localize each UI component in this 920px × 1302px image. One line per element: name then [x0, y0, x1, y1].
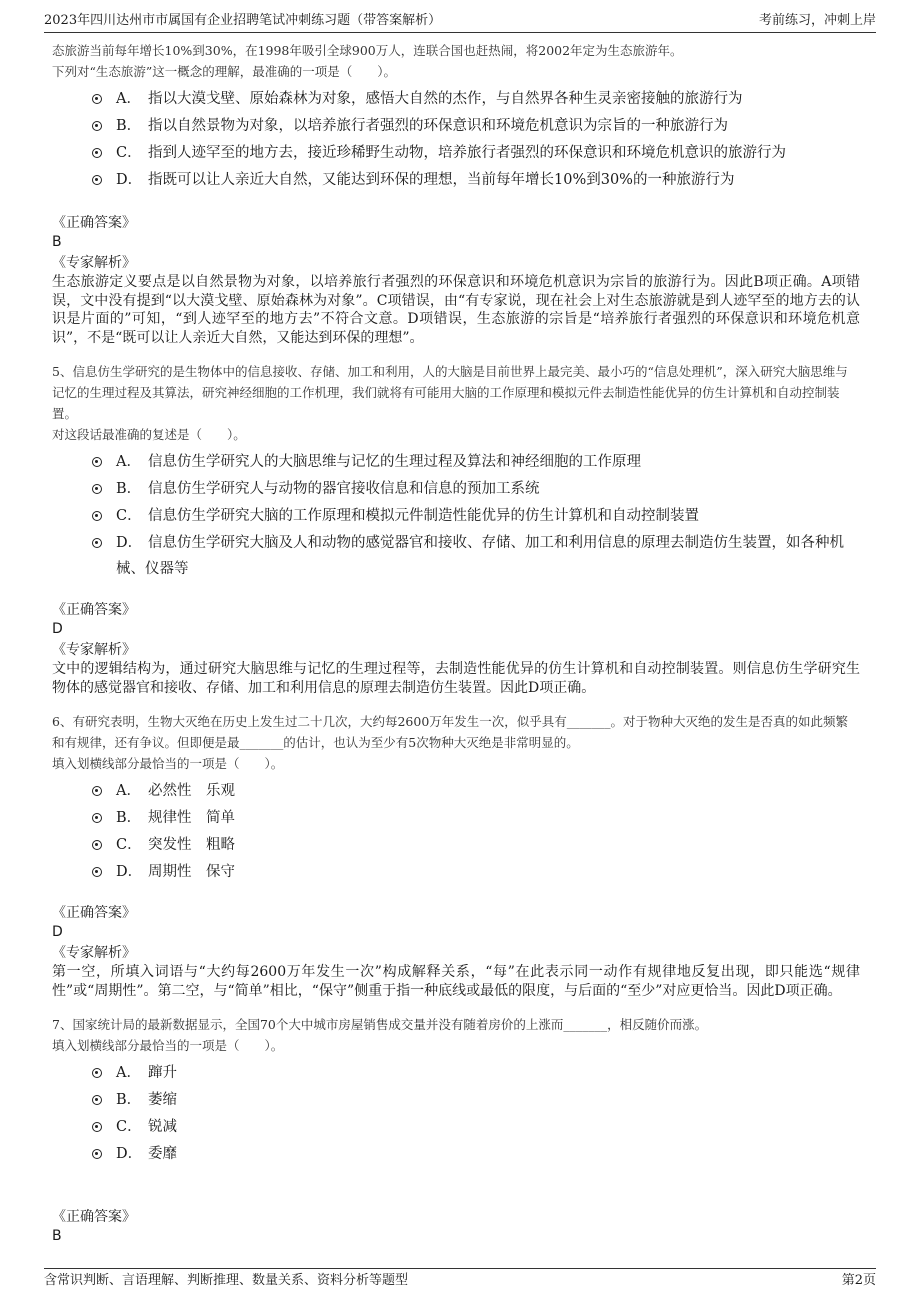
answer-value: B [52, 234, 62, 250]
analysis-text: 第一空，所填入词语与“大约每2600万年发生一次”构成解释关系，“每”在此表示同一动作有规律地反复出现，即只能选“规律性”或“周期性”。第二空，与“简单”相比，“保守”侧重于指一种底线或最低的限度，与后面的“至少”对应更恰当。因此D项正确。 [52, 964, 860, 999]
radio-icon[interactable] [92, 511, 102, 521]
option-a[interactable]: A． 指以大漠戈壁、原始森林为对象，感悟大自然的杰作，与自然界各种生灵亲密接触的旅游行为 [90, 86, 860, 112]
answer-value: D [52, 924, 63, 940]
answer-value: D [52, 621, 63, 637]
radio-icon[interactable] [92, 121, 102, 131]
header-slogan: 考前练习，冲刺上岸 [758, 13, 876, 28]
radio-icon[interactable] [92, 1149, 102, 1159]
question-4-passage-tail: 态旅游当前每年增长10%到30%，在1998年吸引全球900万人，连联合国也赶热闹，将2002年定为生态旅游年。 [52, 43, 683, 58]
page-number: 第2页 [841, 1273, 876, 1288]
radio-icon[interactable] [92, 1122, 102, 1132]
option-b[interactable]: B． 信息仿生学研究人与动物的器官接收信息和信息的预加工系统 [90, 476, 860, 502]
page-content [52, 40, 860, 1245]
option-c[interactable]: C． 信息仿生学研究大脑的工作原理和模拟元件制造性能优异的仿生计算机和自动控制装置 [90, 503, 860, 529]
analysis-text: 文中的逻辑结构为，通过研究大脑思维与记忆的生理过程等，去制造性能优异的仿生计算机和自动控制装置。则信息仿生学研究生物体的感觉器官和接收、存储、加工和利用信息的原理去制造仿生装置。因此D项正确。 [52, 661, 860, 696]
answer-label: 《正确答案》 [52, 905, 136, 921]
analysis-label: 《专家解析》 [52, 642, 136, 658]
question-7-prompt: 填入划横线部分最恰当的一项是（ ）。 [52, 1038, 284, 1053]
option-c[interactable]: C． 锐减 [90, 1114, 860, 1140]
radio-icon[interactable] [92, 538, 102, 548]
answer-value: B [52, 1228, 62, 1244]
radio-icon[interactable] [92, 1095, 102, 1105]
question-5-options [90, 449, 860, 582]
radio-icon[interactable] [92, 94, 102, 104]
option-a[interactable]: A． 信息仿生学研究人的大脑思维与记忆的生理过程及算法和神经细胞的工作原理 [90, 449, 860, 475]
analysis-label: 《专家解析》 [52, 945, 136, 961]
answer-label: 《正确答案》 [52, 602, 136, 618]
question-6-stem: 6、有研究表明，生物大灭绝在历史上发生过二十几次，大约每2600万年发生一次，似乎具有_______。对于物种大灭绝的发生是否真的如此频繁和有规律，还有争议。但即便是最_______的估计，也认为至少有5次物种大灭绝是非常明显的。 [52, 714, 849, 750]
radio-icon[interactable] [92, 484, 102, 494]
option-d[interactable]: D． 周期性 保守 [90, 859, 860, 885]
question-4-prompt: 下列对“生态旅游”这一概念的理解，最准确的一项是（ ）。 [52, 64, 397, 79]
option-a[interactable]: A． 必然性 乐观 [90, 778, 860, 804]
question-4-options [90, 86, 860, 193]
option-b[interactable]: B． 萎缩 [90, 1087, 860, 1113]
question-7-options [90, 1060, 860, 1167]
document-title: 2023年四川达州市市属国有企业招聘笔试冲刺练习题（带答案解析） [44, 13, 442, 28]
question-5-prompt: 对这段话最准确的复述是（ ）。 [52, 427, 246, 442]
page-header [44, 12, 876, 33]
option-d[interactable]: D． 指既可以让人亲近大自然，又能达到环保的理想，当前每年增长10%到30%的一种旅游行为 [90, 167, 860, 193]
radio-icon[interactable] [92, 457, 102, 467]
radio-icon[interactable] [92, 175, 102, 185]
radio-icon[interactable] [92, 813, 102, 823]
answer-label: 《正确答案》 [52, 1209, 136, 1225]
option-c[interactable]: C． 突发性 粗略 [90, 832, 860, 858]
question-7-stem: 7、国家统计局的最新数据显示，全国70个大中城市房屋销售成交量并没有随着房价的上涨而_______，相反随价而涨。 [52, 1017, 708, 1032]
option-d[interactable]: D． 信息仿生学研究大脑及人和动物的感觉器官和接收、存储、加工和利用信息的原理去制造仿生装置，如各种机械、仪器等 [90, 530, 860, 582]
option-b[interactable]: B． 指以自然景物为对象，以培养旅行者强烈的环保意识和环境危机意识为宗旨的一种旅游行为 [90, 113, 860, 139]
page-footer [44, 1268, 876, 1289]
question-6-prompt: 填入划横线部分最恰当的一项是（ ）。 [52, 756, 284, 771]
radio-icon[interactable] [92, 1068, 102, 1078]
option-d[interactable]: D． 委靡 [90, 1141, 860, 1167]
question-5-stem: 5、信息仿生学研究的是生物体中的信息接收、存储、加工和利用，人的大脑是目前世界上最完美、最小巧的“信息处理机”，深入研究大脑思维与记忆的生理过程及其算法，研究神经细胞的工作机理，我们就将有可能用大脑的工作原理和模拟元件去制造性能优异的仿生计算机和自动控制装置。 [52, 364, 848, 421]
radio-icon[interactable] [92, 786, 102, 796]
radio-icon[interactable] [92, 867, 102, 877]
radio-icon[interactable] [92, 840, 102, 850]
answer-label: 《正确答案》 [52, 215, 136, 231]
radio-icon[interactable] [92, 148, 102, 158]
analysis-label: 《专家解析》 [52, 255, 136, 271]
option-b[interactable]: B． 规律性 简单 [90, 805, 860, 831]
footer-note: 含常识判断、言语理解、判断推理、数量关系、资料分析等题型 [44, 1273, 409, 1288]
option-c[interactable]: C． 指到人迹罕至的地方去，接近珍稀野生动物，培养旅行者强烈的环保意识和环境危机意识的旅游行为 [90, 140, 860, 166]
analysis-text: 生态旅游定义要点是以自然景物为对象，以培养旅行者强烈的环保意识和环境危机意识为宗旨的旅游行为。因此B项正确。A项错误，文中没有提到“以大漠戈壁、原始森林为对象”。C项错误，由“有专家说，现在社会上对生态旅游就是到人迹罕至的地方去的认识是片面的”可知，“到人迹罕至的地方去”不符合文意。D项错误，生态旅游的宗旨是“培养旅行者强烈的环保意识和环境危机意识”，不是“既可以让人亲近大自然，又能达到环保的理想”。 [52, 274, 860, 346]
question-6-options [90, 778, 860, 885]
option-a[interactable]: A． 蹿升 [90, 1060, 860, 1086]
